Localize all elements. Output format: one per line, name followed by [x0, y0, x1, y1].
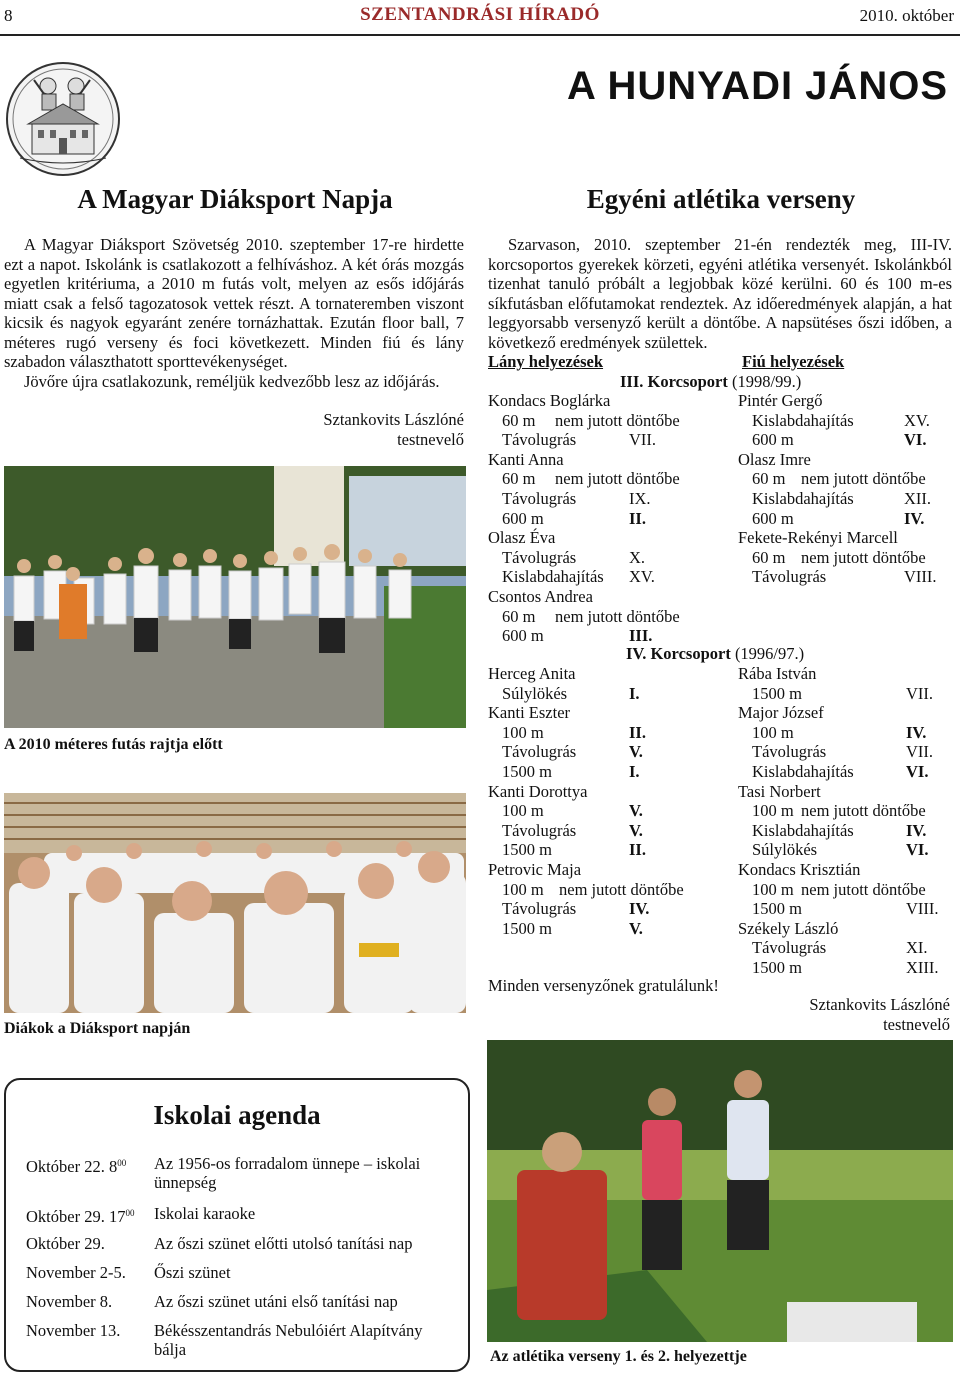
competitor-name: Székely László: [738, 918, 839, 938]
agenda-description: Iskolai karaoke: [154, 1204, 256, 1223]
agenda-time-superscript: 00: [125, 1208, 135, 1218]
school-title: A HUNYADI JÁNOS: [567, 64, 948, 108]
gym-photo: [4, 793, 466, 1013]
group3-header: [620, 372, 801, 392]
event-name: Távolugrás: [502, 430, 577, 450]
event-name: 60 m: [752, 547, 786, 567]
placement: XV.: [904, 410, 930, 430]
agenda-description: Az 1956-os forradalom ünnepe – iskolai ünnepség: [154, 1154, 421, 1192]
agenda-date: November 2-5.: [26, 1263, 126, 1282]
event-name: 1500 m: [502, 840, 552, 860]
placement: XIII.: [906, 958, 939, 977]
placement: V.: [629, 820, 643, 840]
placement: X.: [629, 547, 646, 567]
event-name: 1500 m: [502, 918, 552, 938]
placement: II.: [629, 722, 646, 742]
placement: III.: [629, 626, 653, 646]
event-name: 60 m: [502, 606, 536, 626]
event-name: 600 m: [502, 626, 544, 646]
competitor-name: Kondacs Krisztián: [738, 860, 861, 879]
group4-header: [626, 644, 804, 664]
left-signature-role: testnevelő: [397, 430, 464, 449]
running-start-photo: [4, 466, 466, 728]
event-name: Távolugrás: [752, 938, 827, 958]
placement: nem jutott döntőbe: [801, 801, 926, 821]
left-article-paragraph-2: Jövőre újra csatlakozunk, reméljük kedvezőbb lesz az időjárás.: [24, 371, 440, 391]
placement: I.: [629, 683, 640, 703]
event-name: Távolugrás: [752, 567, 827, 587]
agenda-date: Október 29.: [26, 1234, 105, 1253]
placement: nem jutott döntőbe: [555, 606, 680, 626]
event-name: 60 m: [752, 469, 786, 489]
athletics-podium-caption: Az atlétika verseny 1. és 2. helyezettje: [490, 1348, 747, 1365]
issue-date: 2010. október: [859, 6, 954, 25]
placement: XV.: [629, 567, 655, 587]
placement: V.: [629, 801, 643, 821]
placement: VII.: [906, 742, 934, 762]
event-name: 100 m: [502, 879, 544, 899]
right-article-title: Egyéni atlétika verseny: [586, 184, 856, 214]
competitor-name: Kanti Dorottya: [488, 781, 588, 801]
competitor-name: Tasi Norbert: [738, 781, 821, 801]
event-name: Kislabdahajítás: [502, 567, 604, 587]
boys-heading: Fiú helyezések: [742, 352, 845, 371]
competitor-name: Olasz Imre: [738, 449, 811, 469]
placement: II.: [629, 508, 646, 528]
agenda-description: Őszi szünet: [154, 1263, 231, 1282]
event-name: Kislabdahajítás: [752, 762, 854, 781]
placement: IV.: [906, 820, 927, 840]
event-name: Súlylökés: [752, 840, 818, 860]
running-start-caption: A 2010 méteres futás rajtja előtt: [4, 736, 223, 753]
placement: VIII.: [906, 899, 939, 919]
group4-label: IV. Korcsoport: [626, 644, 731, 663]
placement: VII.: [629, 430, 657, 450]
event-name: Súlylökés: [502, 683, 568, 703]
competitor-name: Major József: [738, 703, 824, 723]
agenda-date: Október 22. $8^{00}$: [26, 1157, 127, 1176]
event-name: 600 m: [502, 508, 544, 528]
competitor-name: Petrovic Maja: [488, 860, 582, 879]
event-name: 600 m: [752, 508, 794, 528]
page-number: 8: [4, 6, 13, 25]
competitor-name: Kondacs Boglárka: [488, 391, 611, 410]
event-name: Távolugrás: [752, 742, 827, 762]
school-agenda-box: [4, 1078, 470, 1372]
group3-year: (1998/99.): [732, 372, 802, 391]
event-name: Távolugrás: [502, 820, 577, 840]
event-name: Távolugrás: [502, 742, 577, 762]
athletics-podium-photo: [487, 1040, 953, 1342]
placement: nem jutott döntőbe: [555, 469, 680, 489]
placement: IV.: [904, 508, 925, 528]
placement: II.: [629, 840, 646, 860]
agenda-date: Október 29. $17^{00}$: [26, 1207, 135, 1226]
placement: VIII.: [904, 567, 937, 587]
competitor-name: Rába István: [738, 664, 817, 683]
competitor-name: Fekete-Rekényi Marcell: [738, 528, 898, 548]
right-signature-role: testnevelő: [883, 1015, 950, 1034]
event-name: 100 m: [752, 722, 794, 742]
placement: XI.: [906, 938, 928, 958]
placement: VI.: [904, 430, 927, 450]
event-name: 600 m: [752, 430, 794, 450]
event-name: 1500 m: [752, 958, 802, 977]
placement: VII.: [906, 683, 934, 703]
agenda-description: Az őszi szünet utáni első tanítási nap: [154, 1292, 398, 1311]
left-article-title: A Magyar Diáksport Napja: [77, 184, 393, 214]
event-name: 100 m: [502, 722, 544, 742]
placement: V.: [629, 742, 643, 762]
event-name: Távolugrás: [502, 489, 577, 508]
placement: VI.: [906, 762, 929, 781]
competitor-name: Olasz Éva: [488, 528, 556, 548]
group3-label: III. Korcsoport: [620, 372, 728, 391]
event-name: 1500 m: [752, 683, 802, 703]
placement: XII.: [904, 489, 932, 508]
right-signature-name: Sztankovits Lászlóné: [809, 995, 950, 1014]
header-divider: [0, 34, 960, 36]
agenda-title: Iskolai agenda: [153, 1100, 321, 1130]
event-name: 1500 m: [502, 762, 552, 781]
agenda-date: November 8.: [26, 1292, 113, 1311]
school-logo: [4, 60, 122, 178]
competitor-name: Herceg Anita: [488, 664, 576, 683]
placement: V.: [629, 918, 643, 938]
competitor-name: Kanti Eszter: [488, 703, 571, 723]
competitor-name: Kanti Anna: [488, 449, 564, 469]
event-name: Távolugrás: [502, 547, 577, 567]
event-name: Távolugrás: [502, 899, 577, 919]
event-name: Kislabdahajítás: [752, 820, 854, 840]
event-name: 100 m: [752, 801, 794, 821]
group4-year: (1996/97.): [734, 644, 805, 663]
agenda-time-superscript: 00: [117, 1158, 127, 1168]
event-name: 1500 m: [752, 899, 802, 919]
placement: IV.: [906, 722, 927, 742]
event-name: Kislabdahajítás: [752, 489, 854, 508]
agenda-description: Békésszentandrás Nebulóiért Alapítvány bálja: [154, 1321, 423, 1359]
left-article-body: [4, 235, 464, 391]
placement: IX.: [629, 489, 651, 508]
event-name: Kislabdahajítás: [752, 410, 854, 430]
event-name: 100 m: [502, 801, 544, 821]
congratulation-text: Minden versenyzőnek gratulálunk!: [488, 976, 719, 995]
event-name: 60 m: [502, 469, 536, 489]
competitor-name: Pintér Gergő: [738, 391, 823, 410]
gym-caption: Diákok a Diáksport napján: [4, 1020, 191, 1037]
girls-heading: Lány helyezések: [488, 352, 604, 371]
placement: IV.: [629, 899, 650, 919]
left-article-paragraph-1: A Magyar Diáksport Szövetség 2010. szeptember 17-re hirdette ezt a napot. Iskolánk is csatlakozott a felhíváshoz. A két órás mozgás egyetlen kritériuma, a 2010 m futás volt, melyen az esős időjárás miatt csak a felső tagozatosok vettek részt. A tornateremben viszont kicsik és nagyok egyaránt zenére tornázhattak. Ezután floor ball, 7 méteres rugó verseny és foci következett. Minden fiú és lány szabadon választhatott sporttevékenységet.: [4, 235, 464, 371]
competitor-name: Csontos Andrea: [488, 587, 593, 606]
event-name: 100 m: [752, 879, 794, 899]
right-article-intro: Szarvason, 2010. szeptember 21-én rendezték meg, III-IV. korcsoportos gyerekek körzeti, egyéni atlétika versenyét. Iskolánkból tizenhat tanuló próbált a legjobbak közé kerülni. 60 és 100 m-es síkfutásban előfutamokat rendeztek. Az időeredmények alapján, a hat leggyorsabb versenyző került a döntőbe. A napsütéses őszi időben, a következő eredmények születtek.: [488, 235, 952, 352]
newspaper-title: SZENTANDRÁSI HÍRADÓ: [360, 4, 600, 25]
placement: nem jutott döntőbe: [801, 547, 926, 567]
left-signature-name: Sztankovits Lászlóné: [323, 410, 464, 429]
placement: nem jutott döntőbe: [555, 410, 680, 430]
placement: nem jutott döntőbe: [559, 879, 684, 899]
agenda-description: Az őszi szünet előtti utolsó tanítási nap: [154, 1234, 413, 1253]
placement: VI.: [906, 840, 929, 860]
placement: nem jutott döntőbe: [801, 879, 926, 899]
placement: I.: [629, 762, 640, 781]
agenda-date: November 13.: [26, 1321, 121, 1340]
event-name: 60 m: [502, 410, 536, 430]
placement: nem jutott döntőbe: [801, 469, 926, 489]
